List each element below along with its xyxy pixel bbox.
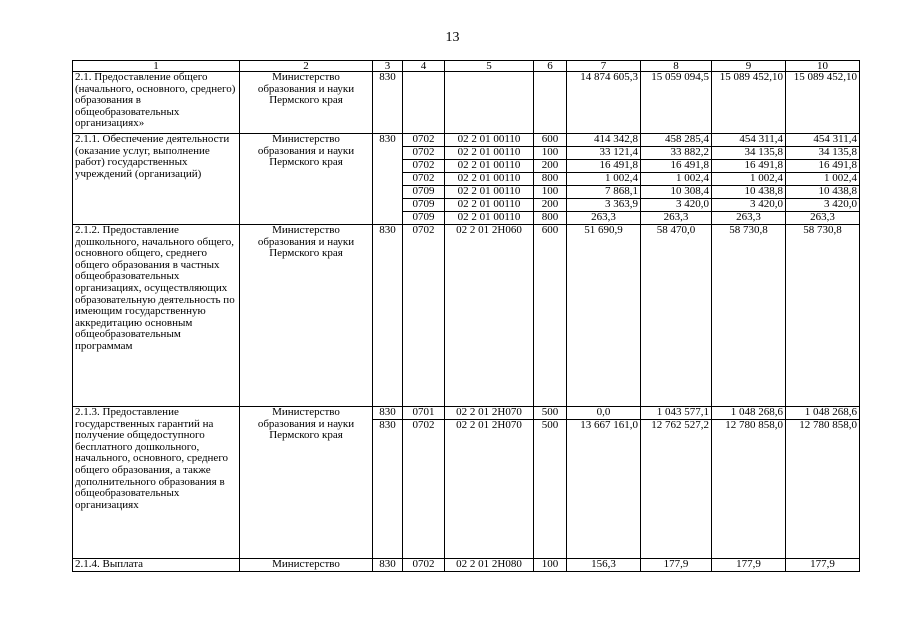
cell-section: 0709 xyxy=(403,186,445,199)
cell-value: 1 002,4 xyxy=(567,173,641,186)
cell-type: 100 xyxy=(534,559,567,572)
cell-value: 10 438,8 xyxy=(712,186,786,199)
cell-section: 0702 xyxy=(403,225,445,407)
cell-code: 830 xyxy=(373,420,403,559)
header-cell: 8 xyxy=(641,61,712,72)
cell-value: 454 311,4 xyxy=(712,134,786,147)
cell-section: 0701 xyxy=(403,407,445,420)
cell-value: 1 048 268,6 xyxy=(786,407,860,420)
cell-value: 10 438,8 xyxy=(786,186,860,199)
cell-target: 02 2 01 00110 xyxy=(445,160,534,173)
cell-section xyxy=(403,72,445,134)
ministry-name: Министерство xyxy=(240,559,373,572)
cell-value: 12 780 858,0 xyxy=(712,420,786,559)
cell-code: 830 xyxy=(373,225,403,407)
cell-type: 500 xyxy=(534,420,567,559)
cell-value: 0,0 xyxy=(567,407,641,420)
cell-type: 500 xyxy=(534,407,567,420)
cell-target xyxy=(445,72,534,134)
cell-value: 177,9 xyxy=(641,559,712,572)
cell-value: 16 491,8 xyxy=(567,160,641,173)
cell-value: 58 470,0 xyxy=(641,225,712,407)
cell-section: 0702 xyxy=(403,173,445,186)
cell-section: 0702 xyxy=(403,160,445,173)
cell-type: 100 xyxy=(534,147,567,160)
cell-type: 800 xyxy=(534,173,567,186)
cell-value: 3 420,0 xyxy=(786,199,860,212)
table-row xyxy=(73,134,860,147)
budget-table xyxy=(72,60,860,572)
cell-value: 58 730,8 xyxy=(712,225,786,407)
cell-type xyxy=(534,72,567,134)
cell-type: 200 xyxy=(534,199,567,212)
ministry-name: Министерство образования и науки Пермского края xyxy=(240,72,373,134)
header-cell: 4 xyxy=(403,61,445,72)
cell-target: 02 2 01 00110 xyxy=(445,186,534,199)
header-cell: 10 xyxy=(786,61,860,72)
cell-type: 100 xyxy=(534,186,567,199)
cell-target: 02 2 01 00110 xyxy=(445,147,534,160)
header-cell: 6 xyxy=(534,61,567,72)
cell-type: 600 xyxy=(534,134,567,147)
cell-code: 830 xyxy=(373,559,403,572)
cell-value: 414 342,8 xyxy=(567,134,641,147)
header-cell: 7 xyxy=(567,61,641,72)
cell-value: 16 491,8 xyxy=(712,160,786,173)
cell-value: 263,3 xyxy=(712,212,786,225)
program-name: 2.1.2. Предоставление дошкольного, начального общего, основного общего, среднего общего образования в частных общеобразовательных организациях, осуществляющих образовательную деятельность по имеющим государственную аккредитацию основным общеобразовательным программам xyxy=(73,225,240,407)
cell-value: 15 059 094,5 xyxy=(641,72,712,134)
cell-value: 177,9 xyxy=(712,559,786,572)
header-cell: 5 xyxy=(445,61,534,72)
ministry-name: Министерство образования и науки Пермского края xyxy=(240,225,373,407)
table-row xyxy=(73,407,860,420)
cell-value: 10 308,4 xyxy=(641,186,712,199)
cell-section: 0702 xyxy=(403,134,445,147)
cell-value: 1 002,4 xyxy=(786,173,860,186)
cell-value: 16 491,8 xyxy=(786,160,860,173)
cell-value: 3 420,0 xyxy=(712,199,786,212)
cell-value: 1 048 268,6 xyxy=(712,407,786,420)
cell-section: 0702 xyxy=(403,559,445,572)
header-cell: 1 xyxy=(73,61,240,72)
cell-target: 02 2 01 2Н070 xyxy=(445,420,534,559)
cell-type: 800 xyxy=(534,212,567,225)
cell-value: 16 491,8 xyxy=(641,160,712,173)
ministry-name: Министерство образования и науки Пермского края xyxy=(240,134,373,225)
cell-value: 263,3 xyxy=(567,212,641,225)
cell-target: 02 2 01 00110 xyxy=(445,199,534,212)
cell-value: 12 780 858,0 xyxy=(786,420,860,559)
cell-section: 0702 xyxy=(403,147,445,160)
cell-value: 15 089 452,10 xyxy=(712,72,786,134)
cell-value: 51 690,9 xyxy=(567,225,641,407)
cell-value: 12 762 527,2 xyxy=(641,420,712,559)
program-name: 2.1.1. Обеспечение деятельности (оказание услуг, выполнение работ) государственных учреждений (организаций) xyxy=(73,134,240,225)
cell-type: 200 xyxy=(534,160,567,173)
cell-code: 830 xyxy=(373,72,403,134)
program-name: 2.1. Предоставление общего (начального, основного, среднего) образования в общеобразовательных организациях» xyxy=(73,72,240,134)
cell-value: 34 135,8 xyxy=(712,147,786,160)
cell-target: 02 2 01 2Н080 xyxy=(445,559,534,572)
cell-value: 13 667 161,0 xyxy=(567,420,641,559)
cell-target: 02 2 01 2Н060 xyxy=(445,225,534,407)
cell-value: 1 043 577,1 xyxy=(641,407,712,420)
cell-section: 0702 xyxy=(403,420,445,559)
table-row xyxy=(73,559,860,572)
cell-target: 02 2 01 00110 xyxy=(445,134,534,147)
cell-value: 263,3 xyxy=(786,212,860,225)
cell-value: 454 311,4 xyxy=(786,134,860,147)
cell-value: 33 121,4 xyxy=(567,147,641,160)
cell-type: 600 xyxy=(534,225,567,407)
cell-value: 156,3 xyxy=(567,559,641,572)
cell-value: 3 363,9 xyxy=(567,199,641,212)
cell-code: 830 xyxy=(373,134,403,225)
table-row xyxy=(73,225,860,407)
cell-value: 34 135,8 xyxy=(786,147,860,160)
cell-value: 15 089 452,10 xyxy=(786,72,860,134)
cell-value: 1 002,4 xyxy=(641,173,712,186)
cell-value: 1 002,4 xyxy=(712,173,786,186)
ministry-name: Министерство образования и науки Пермского края xyxy=(240,407,373,559)
header-cell: 3 xyxy=(373,61,403,72)
table-row xyxy=(73,72,860,134)
cell-value: 3 420,0 xyxy=(641,199,712,212)
cell-value: 33 882,2 xyxy=(641,147,712,160)
cell-value: 177,9 xyxy=(786,559,860,572)
header-cell: 9 xyxy=(712,61,786,72)
cell-value: 14 874 605,3 xyxy=(567,72,641,134)
header-cell: 2 xyxy=(240,61,373,72)
cell-value: 58 730,8 xyxy=(786,225,860,407)
cell-target: 02 2 01 00110 xyxy=(445,212,534,225)
cell-section: 0709 xyxy=(403,199,445,212)
cell-value: 263,3 xyxy=(641,212,712,225)
page-number: 13 xyxy=(445,30,460,45)
cell-target: 02 2 01 2Н070 xyxy=(445,407,534,420)
cell-value: 458 285,4 xyxy=(641,134,712,147)
header-row xyxy=(73,61,860,72)
cell-section: 0709 xyxy=(403,212,445,225)
cell-value: 7 868,1 xyxy=(567,186,641,199)
cell-code: 830 xyxy=(373,407,403,420)
cell-target: 02 2 01 00110 xyxy=(445,173,534,186)
program-name: 2.1.4. Выплата xyxy=(73,559,240,572)
program-name: 2.1.3. Предоставление государственных гарантий на получение общедоступного бесплатного дошкольного, начального, основного, среднего общего образования, а также дополнительного образования в общеобразовательных организациях xyxy=(73,407,240,559)
